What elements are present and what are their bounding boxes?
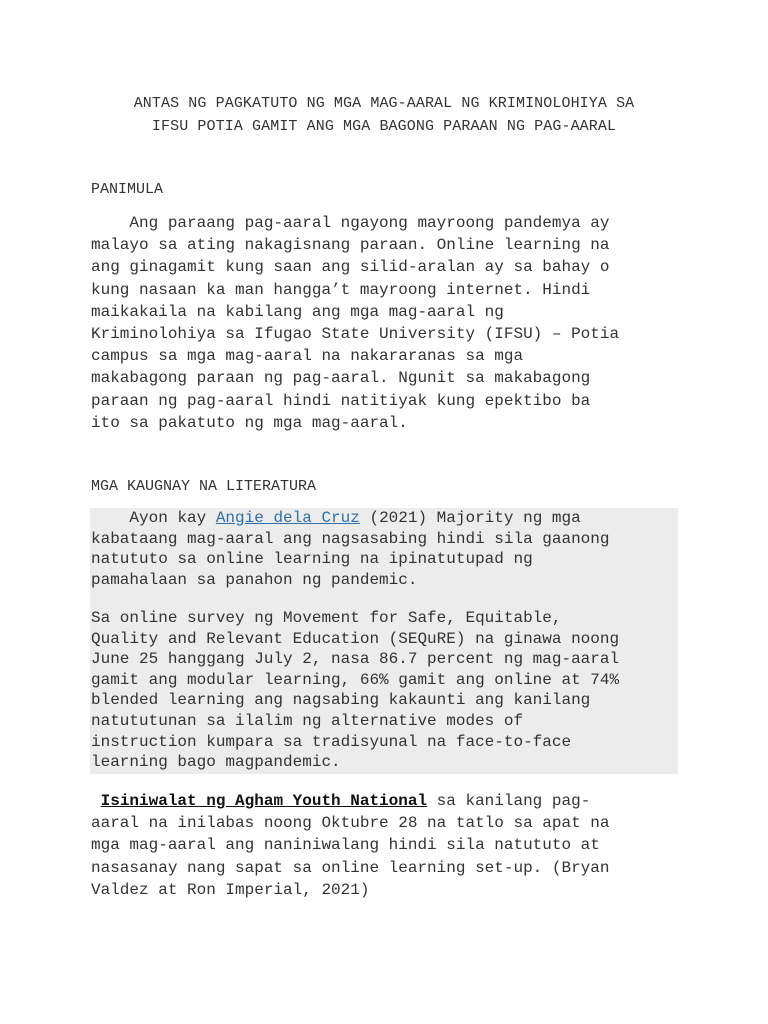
literatura-paragraph-2: Sa online survey ng Movement for Safe, Equitable, Quality and Relevant Education (SEQuRE) na ginawa noong June 25 hanggang July 2, nasa 86.7 percent ng mag-aaral gamit ang modular learning, 66% gamit ang online at 74% blended learning ang nagsabing kakaunti ang kanilang natututunan sa ilalim ng alternative modes of instruction kumpara sa tradisyunal na face-to-face learning bago magpandemic. <box>91 609 620 772</box>
document-title <box>0 92 768 138</box>
p3-rest: sa kanilang pag- aaral na inilabas noong Oktubre 28 na tatlo sa apat na mga mag-aaral ang naniniwalang hindi sila natututo at nasasanay nang sapat sa online learning set-up. (Bryan Valdez at Ron Imperial, 2021) <box>91 792 610 899</box>
author-link[interactable]: Angie dela Cruz <box>215 509 360 527</box>
title-line-2: IFSU POTIA GAMIT ANG MGA BAGONG PARAAN NG PAG-AARAL <box>151 118 617 135</box>
panimula-paragraph: Ang paraang pag-aaral ngayong mayroong pandemya ay malayo sa ating nakagisnang paraan. Online learning na ang ginagamit kung saan ang silid-aralan ay sa bahay o kung nasaan ka man hangga’t mayroong internet. Hindi maikakaila na kabilang ang mga mag-aaral ng Kriminolohiya sa Ifugao State University (IFSU) – Potia campus sa mga mag-aaral na nakararanas sa mga makabagong paraan ng pag-aaral. Ngunit sa makabagong paraan ng pag-aaral hindi natitiyak kung epektibo ba ito sa pakatuto ng mga mag-aaral. <box>91 214 620 432</box>
title-line-1: ANTAS NG PAGKATUTO NG MGA MAG-AARAL NG KRIMINOLOHIYA SA <box>133 95 635 112</box>
section-heading-literatura: MGA KAUGNAY NA LITERATURA <box>91 478 317 495</box>
p1-prefix: Ayon kay <box>91 509 216 527</box>
literatura-paragraph-3 <box>91 790 681 901</box>
p1-rest: (2021) Majority ng mga kabataang mag-aaral ang nagsasabing hindi sila gaanong natututo sa online learning na ipinatutupad ng pamahalaan sa panahon ng pandemic. <box>91 509 610 589</box>
agham-youth-emphasis: Isiniwalat ng Agham Youth National <box>100 792 428 810</box>
section-heading-panimula: PANIMULA <box>91 181 164 198</box>
p3-prefix <box>91 792 101 810</box>
literatura-paragraph-1 <box>91 508 681 590</box>
